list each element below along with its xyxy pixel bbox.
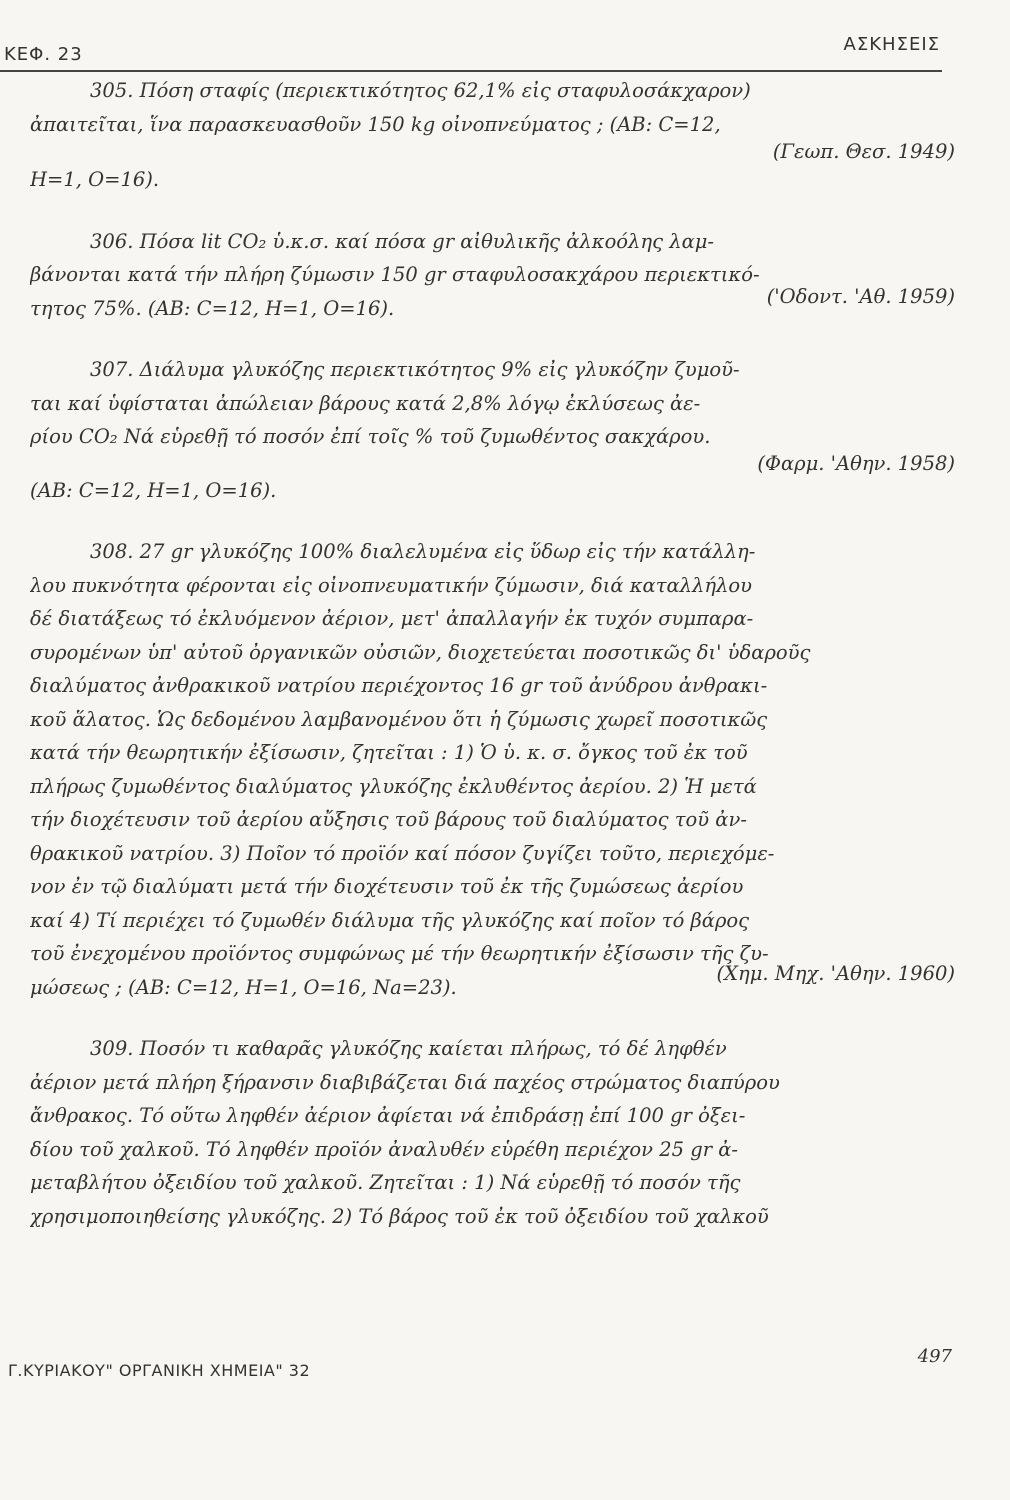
problem-307 — [30, 353, 965, 507]
text-line: 305. Πόση σταφίς (περιεκτικότητος 62,1% εἰς σταφυλοσάκχαρον) — [90, 79, 751, 102]
text-line: (ΑΒ: C=12, H=1, O=16). — [30, 478, 277, 502]
text-line: συρομένων ὑπ' αὐτοῦ ὀργανικῶν οὐσιῶν, διοχετεύεται ποσοτικῶς δι' ὑδαροῦς — [30, 640, 811, 664]
text-line: δίου τοῦ χαλκοῦ. Τό ληφθέν προϊόν ἀναλυθέν εὑρέθη περιέχον 25 gr ἀ- — [30, 1137, 738, 1161]
text-line: λου πυκνότητα φέρονται εἰς οἰνοπνευματικήν ζύμωσιν, διά καταλλήλου — [30, 573, 753, 597]
text-line: κατά τήν θεωρητικήν ἐξίσωσιν, ζητεῖται : 1) Ὁ ὑ. κ. σ. ὄγκος τοῦ ἐκ τοῦ — [30, 741, 748, 764]
citation: (Χημ. Μηχ. 'Αθην. 1960) — [716, 961, 955, 985]
text-line: ται καί ὑφίσταται ἀπώλειαν βάρους κατά 2,8% λόγῳ ἐκλύσεως ἀε- — [30, 391, 701, 415]
book-footer: Γ.ΚΥΡΙΑΚΟΥ" ΟΡΓΑΝΙΚΗ ΧΗΜΕΙΑ" 32 — [8, 1361, 311, 1380]
text-line: πλήρως ζυμωθέντος διαλύματος γλυκόζης ἐκλυθέντος ἀερίου. 2) Ἡ μετά — [30, 774, 757, 798]
exercise-text — [30, 74, 965, 1233]
text-line: 307. Διάλυμα γλυκόζης περιεκτικότητος 9% εἰς γλυκόζην ζυμοῦ- — [90, 358, 740, 381]
problem-305 — [30, 74, 965, 197]
text-line: 308. 27 gr γλυκόζης 100% διαλελυμένα εἰς ὕδωρ εἰς τήν κατάλλη- — [90, 540, 756, 563]
text-line: καί 4) Τί περιέχει τό ζυμωθέν διάλυμα τῆς γλυκόζης καί ποῖον τό βάρος — [30, 908, 750, 932]
problem-309 — [30, 1032, 965, 1233]
text-line: διαλύματος ἀνθρακικοῦ νατρίου περιέχοντος 16 gr τοῦ ἀνύδρου ἀνθρακι- — [30, 674, 768, 697]
chapter-label: ΚΕΦ. 23 — [4, 44, 83, 65]
page-number: 497 — [917, 1346, 952, 1367]
text-line: ἄνθρακος. Τό οὕτω ληφθέν ἀέριον ἀφίεται νά ἐπιδράσῃ ἐπί 100 gr ὀξει- — [30, 1104, 746, 1127]
citation: (Γεωπ. Θεσ. 1949) — [772, 141, 955, 163]
text-line: κοῦ ἅλατος. Ὡς δεδομένου λαμβανομένου ὅτι ἡ ζύμωσις χωρεῖ ποσοτικῶς — [30, 707, 768, 731]
problem-308 — [30, 535, 965, 1004]
text-line: βάνονται κατά τήν πλήρη ζύμωσιν 150 gr σταφυλοσακχάρου περιεκτικό- — [30, 263, 760, 286]
citation: (Φαρμ. 'Αθην. 1958) — [757, 453, 955, 474]
text-line: θρακικοῦ νατρίου. 3) Ποῖον τό προϊόν καί πόσον ζυγίζει τοῦτο, περιεχόμε- — [30, 841, 775, 865]
text-line: τοῦ ἐνεχομένου προϊόντος συμφώνως μέ τήν θεωρητικήν ἐξίσωσιν τῆς ζυ- — [30, 942, 769, 965]
header-rule — [0, 70, 942, 72]
text-line: μώσεως ; (ΑΒ: C=12, H=1, O=16, Na=23). — [30, 975, 457, 999]
text-line: ἀπαιτεῖται, ἵνα παρασκευασθοῦν 150 kg οἰνοπνεύματος ; (ΑΒ: C=12, — [30, 112, 721, 136]
text-line: τητος 75%. (ΑΒ: C=12, H=1, O=16). — [30, 296, 395, 320]
text-line: ρίου CO₂ Νά εὑρεθῇ τό ποσόν ἐπί τοῖς % τοῦ ζυμωθέντος σακχάρου. — [30, 425, 711, 448]
text-line: δέ διατάξεως τό ἐκλυόμενον ἀέριον, μετ' ἀπαλλαγήν ἐκ τυχόν συμπαρα- — [30, 607, 754, 630]
text-line: H=1, O=16). — [30, 168, 160, 191]
section-title: ΑΣΚΗΣΕΙΣ — [843, 34, 940, 55]
text-line: τήν διοχέτευσιν τοῦ ἀερίου αὔξησις τοῦ βάρους τοῦ διαλύματος τοῦ ἀν- — [30, 808, 747, 831]
problem-306 — [30, 225, 965, 326]
text-line: μεταβλήτου ὀξειδίου τοῦ χαλκοῦ. Ζητεῖται : 1) Νά εὑρεθῇ τό ποσόν τῆς — [30, 1171, 741, 1194]
text-line: χρησιμοποιηθείσης γλυκόζης. 2) Τό βάρος τοῦ ἐκ τοῦ ὀξειδίου τοῦ χαλκοῦ — [30, 1204, 769, 1228]
text-line: 309. Ποσόν τι καθαρᾶς γλυκόζης καίεται πλήρως, τό δέ ληφθέν — [90, 1037, 727, 1060]
citation: ('Οδοντ. 'Αθ. 1959) — [766, 284, 955, 308]
text-line: νον ἐν τῷ διαλύματι μετά τήν διοχέτευσιν τοῦ ἐκ τῆς ζυμώσεως ἀερίου — [30, 875, 744, 898]
text-line: 306. Πόσα lit CO₂ ὑ.κ.σ. καί πόσα gr αἰθυλικῆς ἀλκοόλης λαμ- — [90, 229, 714, 253]
text-line: ἀέριον μετά πλήρη ξήρανσιν διαβιβάζεται διά παχέος στρώματος διαπύρου — [30, 1070, 780, 1094]
page-header — [0, 28, 1010, 68]
